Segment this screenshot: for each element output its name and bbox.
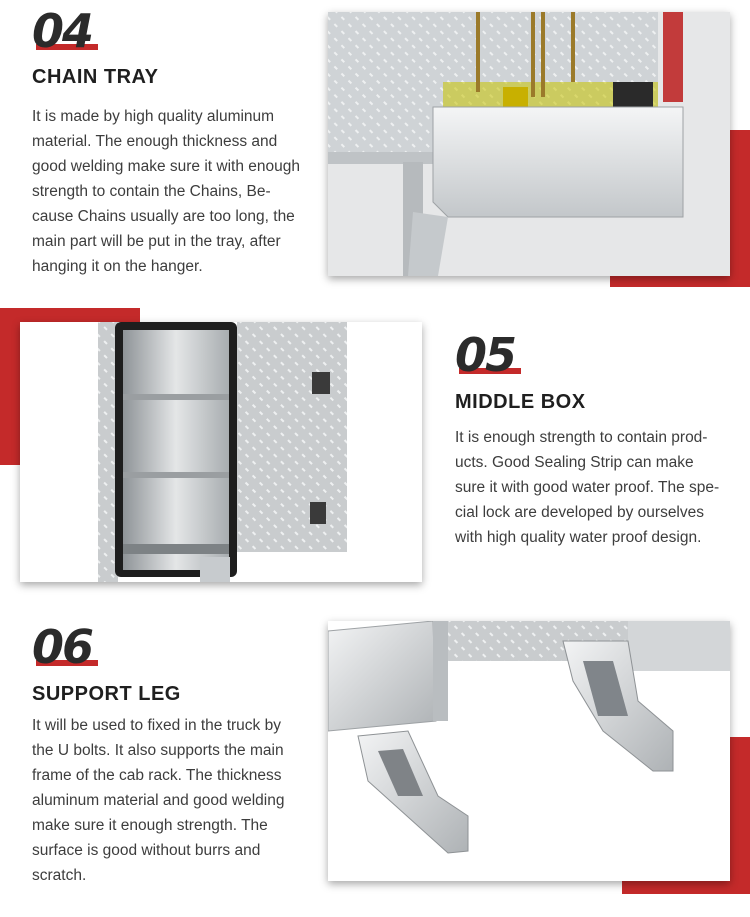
section-number-text: 05: [455, 328, 516, 382]
section-description: [32, 104, 300, 279]
section-number: [455, 328, 516, 382]
chain-tray-photo: [328, 12, 730, 276]
section-title: CHAIN TRAY: [32, 66, 159, 88]
support-leg-photo: [328, 621, 730, 881]
description-line: aluminum material and good welding: [32, 792, 285, 809]
description-line: good welding make sure it with enough: [32, 158, 300, 175]
section-number: [32, 4, 93, 58]
section-number: [32, 620, 93, 674]
section-title: SUPPORT LEG: [32, 683, 181, 705]
description-line: cial lock are developed by ourselves: [455, 504, 704, 521]
description-line: It is enough strength to contain prod-: [455, 429, 708, 446]
section-number-text: 04: [32, 4, 93, 58]
description-line: frame of the cab rack. The thickness: [32, 767, 282, 784]
description-line: with high quality water proof design.: [455, 529, 702, 546]
section-description: [32, 713, 284, 888]
middle-box-photo: [20, 322, 422, 582]
description-line: make sure it enough strength. The: [32, 817, 268, 834]
description-line: ucts. Good Sealing Strip can make: [455, 454, 694, 471]
description-line: It is made by high quality aluminum: [32, 108, 275, 125]
description-line: sure it with good water proof. The spe-: [455, 479, 720, 496]
description-line: hanging it on the hanger.: [32, 258, 203, 275]
description-line: scratch.: [32, 867, 87, 884]
description-line: main part will be put in the tray, after: [32, 233, 281, 250]
description-line: strength to contain the Chains, Be-: [32, 183, 271, 200]
section-title: MIDDLE BOX: [455, 391, 586, 413]
description-line: surface is good without burrs and: [32, 842, 261, 859]
description-line: material. The enough thickness and: [32, 133, 278, 150]
section-description: [455, 425, 719, 550]
section-number-text: 06: [32, 620, 93, 674]
description-line: cause Chains usually are too long, the: [32, 208, 295, 225]
description-line: It will be used to fixed in the truck by: [32, 717, 281, 734]
description-line: the U bolts. It also supports the main: [32, 742, 284, 759]
